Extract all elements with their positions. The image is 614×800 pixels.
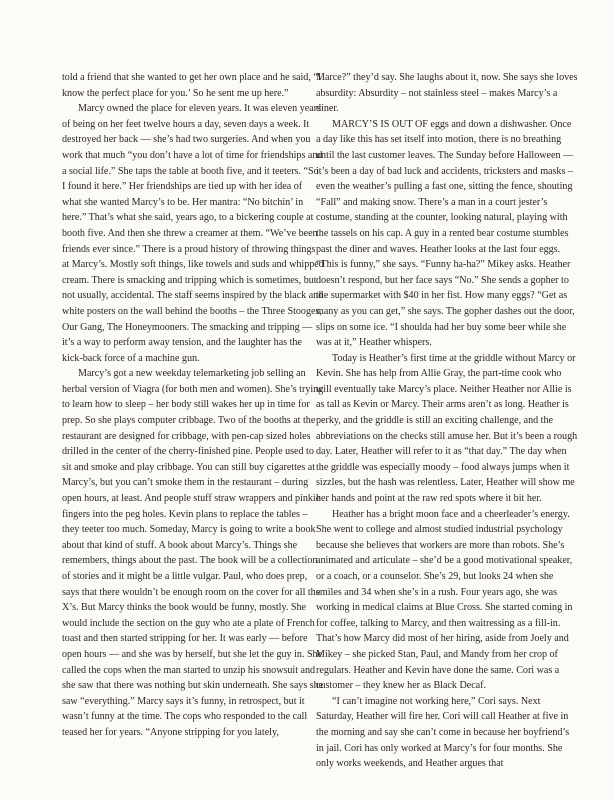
paragraph: Marce?” they’d say. She laughs about it, now. She says she loves absurdity: Absurdity – not stainless steel – makes Marcy’s a diner. <box>316 72 578 115</box>
right-text-column <box>316 70 578 772</box>
paragraph: Marcy owned the place for eleven years. It was eleven years of being on her feet twelve hours a day, seven days a week. It destroyed her back — she’s had two surgeries. And when you work that much “you don’t have a lot of time for friendships and a social life.” She taps the table at booth five, and it teeters. “So I found it here.” Her friendships are tied up with her idea of what she wanted Marcy’s to be. Her mantra: “No bitchin’ in here.” That’s what she said, years ago, to a bickering couple at booth five. And then she threw a creamer at them. “We’ve been friends ever since.” There is a proud history of throwing things at Marcy’s. Mostly soft things, like towels and suds and whipped cream. There is smacking and tripping which is sometimes, but not usually, accidental. The staff seems inspired by the black and white posters on the wall behind the booths – the Three Stooges, Our Gang, The Honeymooners. The smacking and tripping — it’s a way to perform away tension, and the laughter has the kick-back force of a machine gun. <box>62 103 324 364</box>
left-text-column <box>62 70 324 741</box>
section-opening-paragraph: MARCY’S IS OUT OF eggs and down a dishwasher. Once a day like this has set itself into motion, there is no breathing until the last customer leaves. The Sunday before Halloween — it’s been a day of bad luck and accidents, tricksters and masks – even the weather’s pulling a fast one, sitting the fence, shouting “Fall” and making snow. There’s a man in a court jester’s costume, standing at the counter, looking natural, playing with the tassels on his cap. A guy in a rented bear costume stumbles past the diner and waves. Heather looks at the last four eggs. “This is funny,” she says. “Funny ha-ha?” Mikey asks. Heather doesn’t respond, but her face says “No.” She sends a gopher to the supermarket with $40 in her fist. How many eggs? “Get as many as you can get,” she says. The gopher dashes out the door, slips on some ice. “I shoulda had her buy some beer while she was at it,” Heather whispers. <box>316 118 575 349</box>
paragraph: Heather has a bright moon face and a cheerleader’s energy. She went to college and almost studied industrial psychology because she believes that workers are more than robots. She’s animated and articulate – she’d be a good motivational speaker, or a coach, or a counselor. She’s 29, but looks 24 when she smiles and 34 when she’s in a rush. Four years ago, she was working in medical claims at Blue Cross. She started coming in for coffee, talking to Marcy, and then waitressing as a fill-in. That’s how Marcy did most of her hiring, aside from Joely and Mikey – she picked Stan, Paul, and Mandy from her crop of regulars. Heather and Kevin have done the same. Cori was a customer – they knew her as Black Decaf. <box>316 508 573 692</box>
paragraph: Marcy’s got a new weekday telemarketing job selling an herbal version of Viagra (for both men and women). She’s trying to learn how to sleep – her body still wakes her up in time for prep. So she plays computer cribbage. Two of the booths at the restaurant are designed for cribbage, with pen-cap sized holes drilled in the center of the cherry-finished pine. People used to sit and smoke and play cribbage. You can still buy cigarettes at Marcy’s, but you can’t smoke them in the restaurant – during open hours, at least. And people stuff straw wrappers and pinkie fingers into the peg holes. Kevin plans to replace the tables – they teeter too much. Someday, Marcy is going to write a book about that kind of stuff. A book about Marcy’s. Things she remembers, things about the past. The book will be a collection of stories and it might be a little vulgar. Paul, who does prep, says that there wouldn’t be enough room on the cover for all the X’s. But Marcy thinks the book would be funny, mostly. She would include the section on the guy who ate a plate of French toast and then started stripping for her. It was early — before open hours — and she was by herself, but she let the guy in. She called the cops when the man started to unzip his snowsuit and she saw that there was nothing but skin underneath. She says she saw “everything.” Marcy says it’s funny, in retrospect, but it wasn’t funny at the time. The cops who responded to the call teased her for years. “Anyone stripping for you lately, <box>62 368 324 738</box>
paragraph: told a friend that she wanted to get her own place and he said, “I know the perfect place for you.’ So he sent me up here.” <box>62 72 322 99</box>
paragraph: “I can’t imagine not working here,” Cori says. Next Saturday, Heather will fire her. Cori will call Heather at five in the morning and say she can’t come in because her boyfriend’s in jail. Cori has only worked at Marcy’s for four months. She only works weekends, and Heather argues that <box>316 695 570 770</box>
paragraph: Today is Heather’s first time at the griddle without Marcy or Kevin. She has help from Allie Gray, the part-time cook who will eventually take Marcy’s place. Neither Heather nor Allie is as tall as Kevin or Marcy. Their arms aren’t as long. Heather is perky, and the griddle is still an exciting challenge, and the abbreviations on the checks still amuse her. But it’s been a rough day. Later, Heather will refer to it as “that day.” The day when the griddle was especially moody – food always jumps when it sizzles, but the hash was relentless. Later, Heather will show me her hands and point at the raw red spots where it bit her. <box>316 352 578 505</box>
